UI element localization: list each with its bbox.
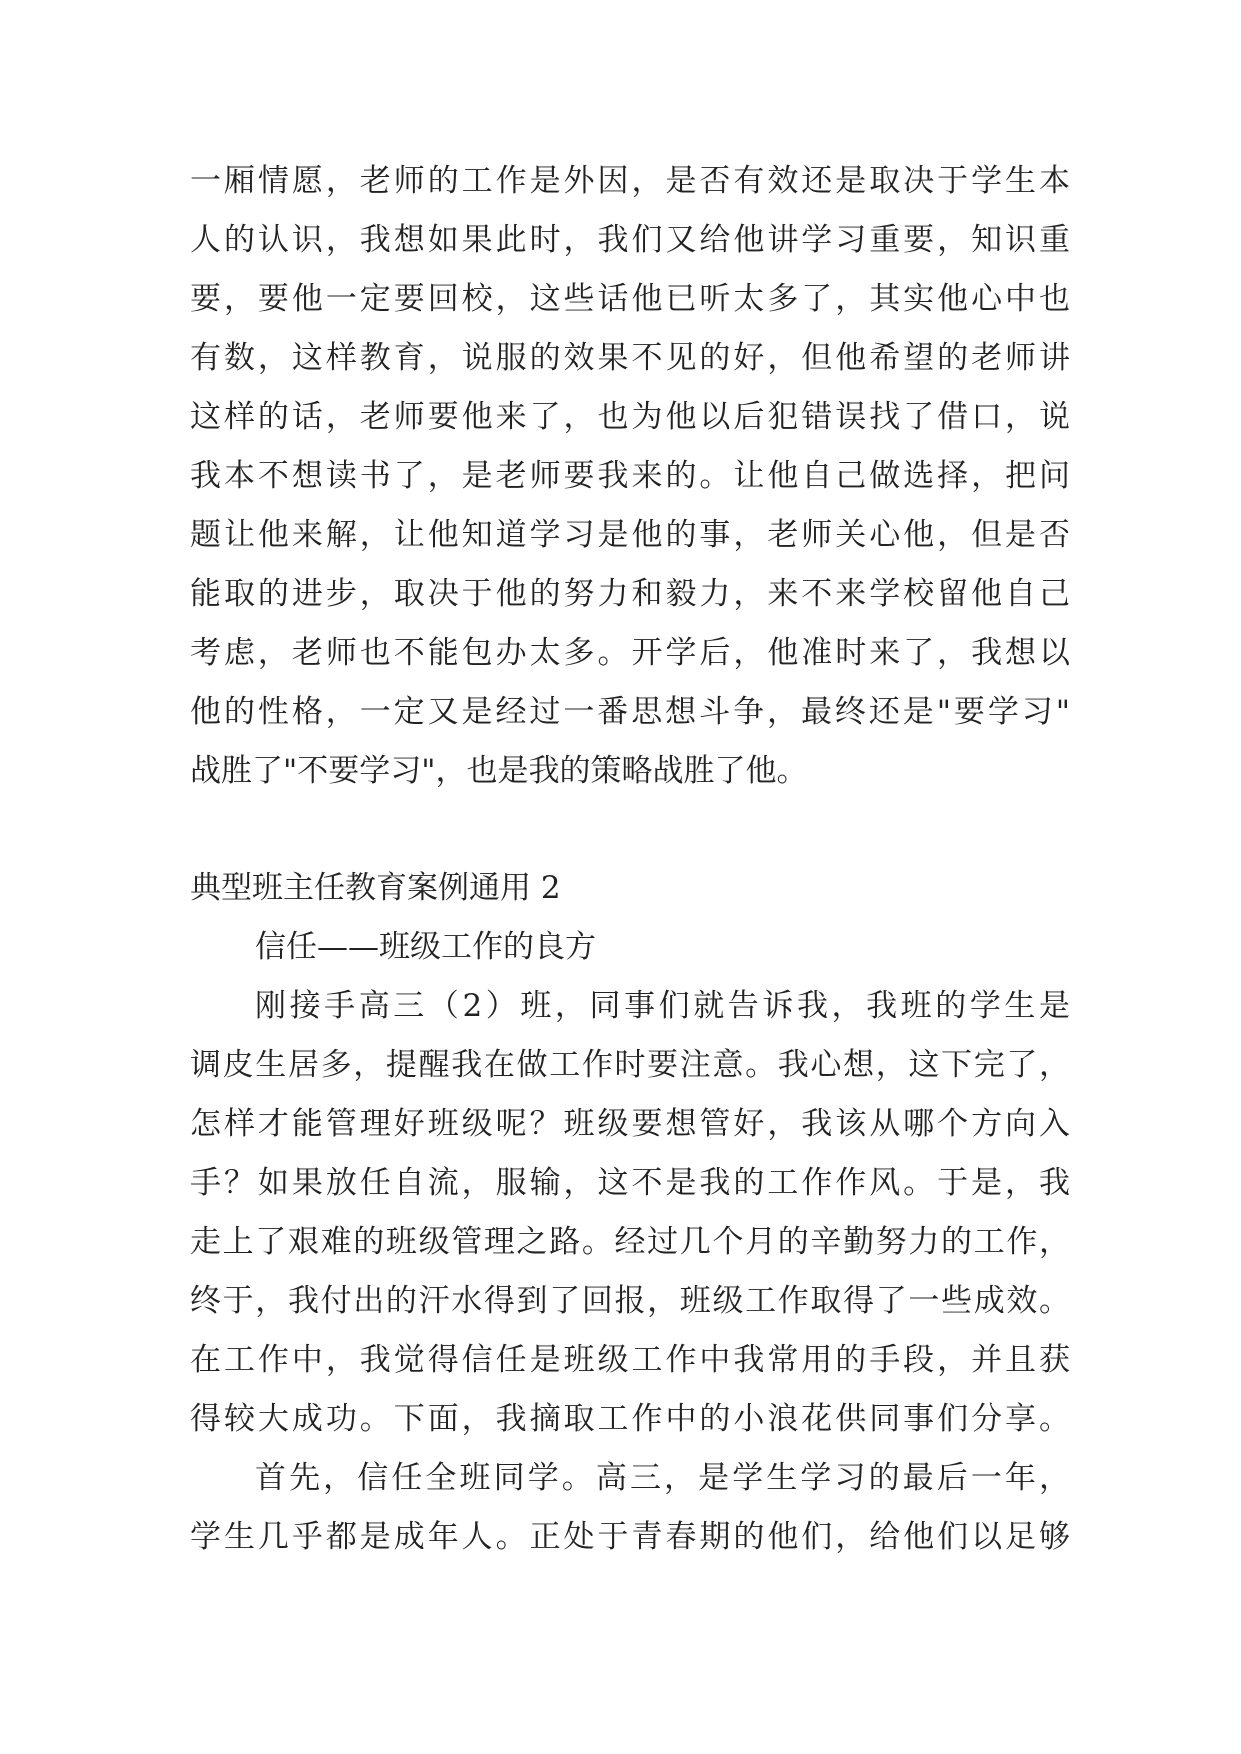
- text-line: 有数，这样教育，说服的效果不见的好，但他希望的老师讲: [190, 340, 1070, 376]
- text-line: 这样的话，老师要他来了，也为他以后犯错误找了借口，说: [190, 399, 1070, 435]
- paragraph-continued: [190, 152, 1070, 801]
- text-line: 他的性格，一定又是经过一番思想斗争，最终还是"要学习": [190, 694, 1070, 730]
- document-page: [190, 152, 1070, 1567]
- text-line: 能取的进步，取决于他的努力和毅力，来不来学校留他自己: [190, 576, 1070, 612]
- text-line: 走上了艰难的班级管理之路。经过几个月的辛勤努力的工作，: [190, 1224, 1070, 1260]
- paragraph-gap: [190, 801, 1070, 859]
- text-line: 刚接手高三（2）班，同事们就告诉我，我班的学生是: [255, 988, 1070, 1024]
- text-line: 我本不想读书了，是老师要我来的。让他自己做选择，把问: [190, 458, 1070, 494]
- paragraph-trust: [190, 1449, 1070, 1567]
- text-line: 战胜了"不要学习"，也是我的策略战胜了他。: [190, 753, 808, 789]
- text-line: 一厢情愿，老师的工作是外因，是否有效还是取决于学生本: [190, 163, 1070, 199]
- section-heading: 典型班主任教育案例通用 2: [190, 870, 561, 906]
- text-line: 得较大成功。下面，我摘取工作中的小浪花供同事们分享。: [190, 1401, 1070, 1437]
- section-subtitle: 信任——班级工作的良方: [255, 929, 596, 965]
- text-line: 怎样才能管理好班级呢？班级要想管好，我该从哪个方向入: [190, 1106, 1070, 1142]
- text-line: 终于，我付出的汗水得到了回报，班级工作取得了一些成效。: [190, 1283, 1070, 1319]
- text-line: 手？如果放任自流，服输，这不是我的工作作风。于是，我: [190, 1165, 1070, 1201]
- text-line: 在工作中，我觉得信任是班级工作中我常用的手段，并且获: [190, 1342, 1070, 1378]
- text-line: 首先，信任全班同学。高三，是学生学习的最后一年，: [255, 1460, 1070, 1496]
- text-line: 人的认识，我想如果此时，我们又给他讲学习重要，知识重: [190, 222, 1070, 258]
- text-line: 要，要他一定要回校，这些话他已听太多了，其实他心中也: [190, 281, 1070, 317]
- text-line: 学生几乎都是成年人。正处于青春期的他们，给他们以足够: [190, 1519, 1070, 1555]
- text-line: 考虑，老师也不能包办太多。开学后，他准时来了，我想以: [190, 635, 1070, 671]
- text-line: 调皮生居多，提醒我在做工作时要注意。我心想，这下完了，: [190, 1047, 1070, 1083]
- paragraph-intro: [190, 977, 1070, 1449]
- text-line: 题让他来解，让他知道学习是他的事，老师关心他，但是否: [190, 517, 1070, 553]
